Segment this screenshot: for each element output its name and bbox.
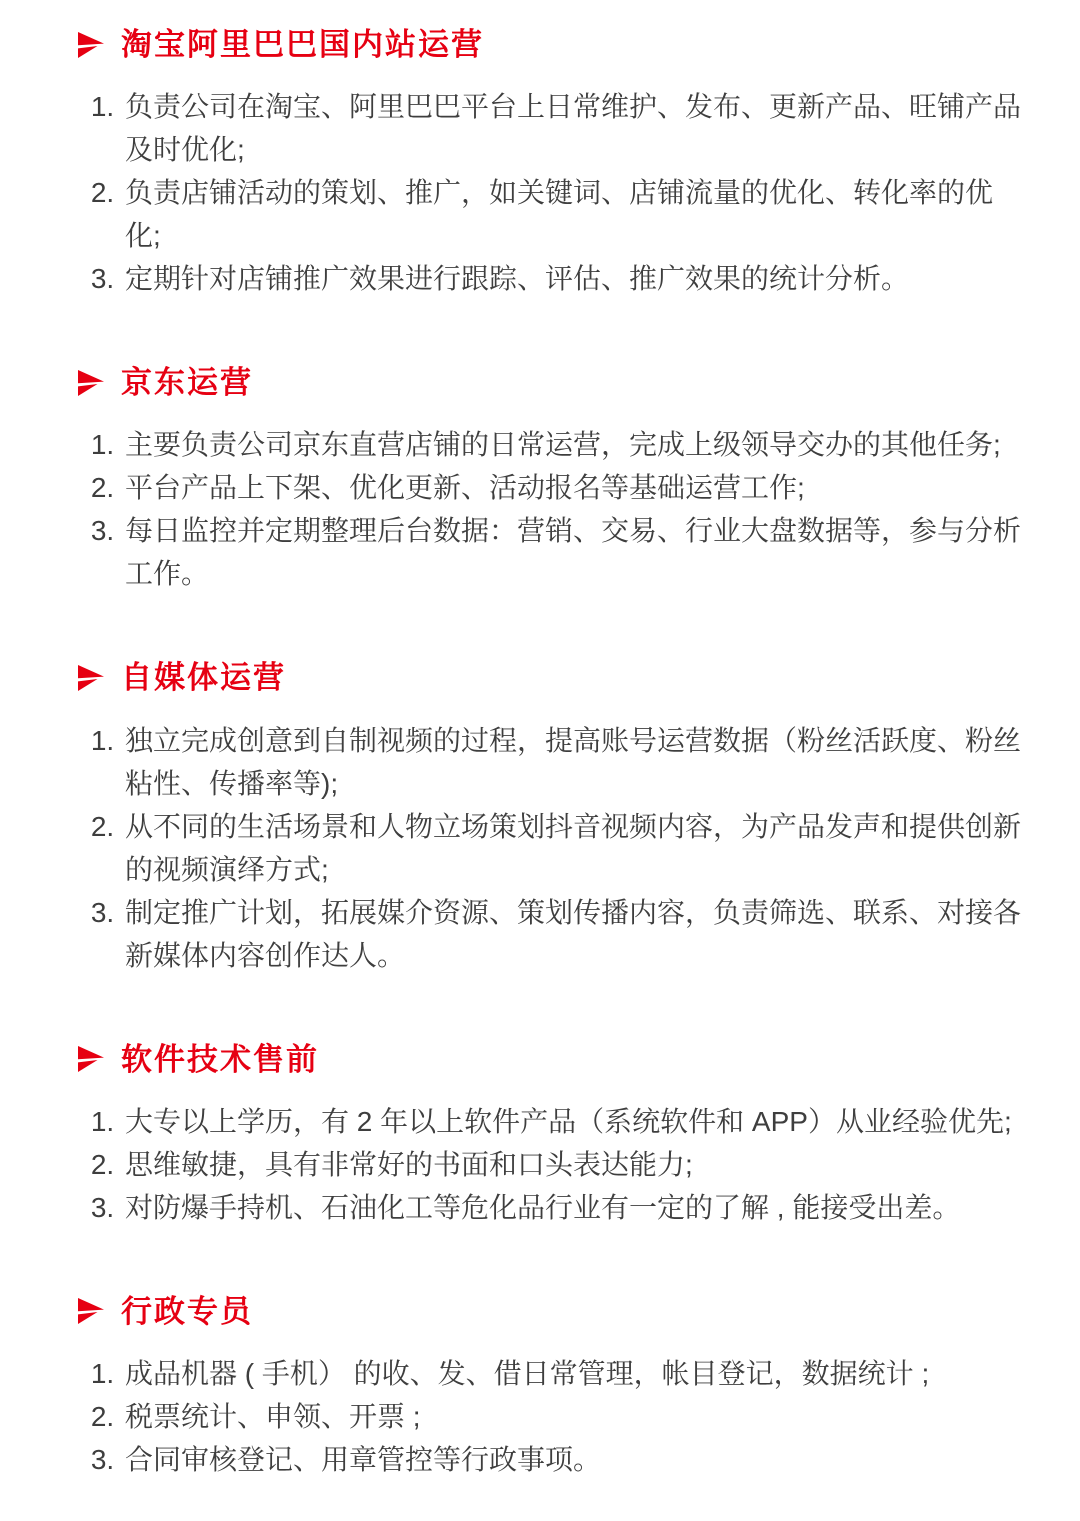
section-title: 自媒体运营 [121, 660, 286, 696]
job-section [78, 1041, 1024, 1229]
duty-item: 2. 负责店铺活动的策划、推广，如关键词、店铺流量的优化、转化率的优化; [122, 171, 1024, 257]
duty-item: 2. 税票统计、申领、开票 ; [122, 1395, 1024, 1438]
arrow-right-icon [78, 1045, 105, 1073]
duty-item: 1. 大专以上学历，有 2 年以上软件产品（系统软件和 APP）从业经验优先; [122, 1100, 1024, 1143]
duty-item: 3. 定期针对店铺推广效果进行跟踪、评估、推广效果的统计分析。 [122, 257, 1024, 300]
section-title: 软件技术售前 [121, 1041, 319, 1077]
duty-item: 3. 对防爆手持机、石油化工等危化品行业有一定的了解 , 能接受出差。 [122, 1186, 1024, 1229]
duty-list [78, 719, 1024, 977]
duty-item: 1. 主要负责公司京东直营店铺的日常运营，完成上级领导交办的其他任务; [122, 423, 1024, 466]
duty-item: 3. 每日监控并定期整理后台数据：营销、交易、行业大盘数据等，参与分析工作。 [122, 509, 1024, 595]
duty-item: 2. 平台产品上下架、优化更新、活动报名等基础运营工作; [122, 466, 1024, 509]
arrow-right-icon [78, 1297, 105, 1325]
duty-list [78, 85, 1024, 300]
job-section [78, 659, 1024, 976]
job-section [78, 364, 1024, 595]
duty-item: 1. 独立完成创意到自制视频的过程，提高账号运营数据（粉丝活跃度、粉丝粘性、传播率等); [122, 719, 1024, 805]
job-section [78, 26, 1024, 300]
duty-item: 2. 从不同的生活场景和人物立场策划抖音视频内容，为产品发声和提供创新的视频演绎方式; [122, 805, 1024, 891]
arrow-right-icon [78, 31, 105, 59]
duty-item: 3. 制定推广计划，拓展媒介资源、策划传播内容，负责筛选、联系、对接各新媒体内容创作达人。 [122, 891, 1024, 977]
section-heading [78, 1293, 1024, 1330]
arrow-right-icon [78, 664, 105, 692]
duty-list [78, 1352, 1024, 1481]
duty-item: 1. 成品机器 ( 手机） 的收、发、借日常管理，帐目登记，数据统计 ; [122, 1352, 1024, 1395]
section-heading [78, 659, 1024, 696]
section-title: 京东运营 [121, 365, 253, 401]
section-heading [78, 364, 1024, 401]
section-title: 淘宝阿里巴巴国内站运营 [121, 27, 484, 62]
section-heading [78, 1041, 1024, 1078]
arrow-right-icon [78, 369, 105, 397]
section-title: 行政专员 [121, 1293, 253, 1329]
section-heading [78, 26, 1024, 63]
duty-list [78, 423, 1024, 595]
duty-item: 2. 思维敏捷，具有非常好的书面和口头表达能力; [122, 1143, 1024, 1186]
duty-item: 1. 负责公司在淘宝、阿里巴巴平台上日常维护、发布、更新产品、旺铺产品及时优化; [122, 85, 1024, 171]
job-section [78, 1293, 1024, 1481]
duty-item: 3. 合同审核登记、用章管控等行政事项。 [122, 1438, 1024, 1481]
duty-list [78, 1100, 1024, 1229]
